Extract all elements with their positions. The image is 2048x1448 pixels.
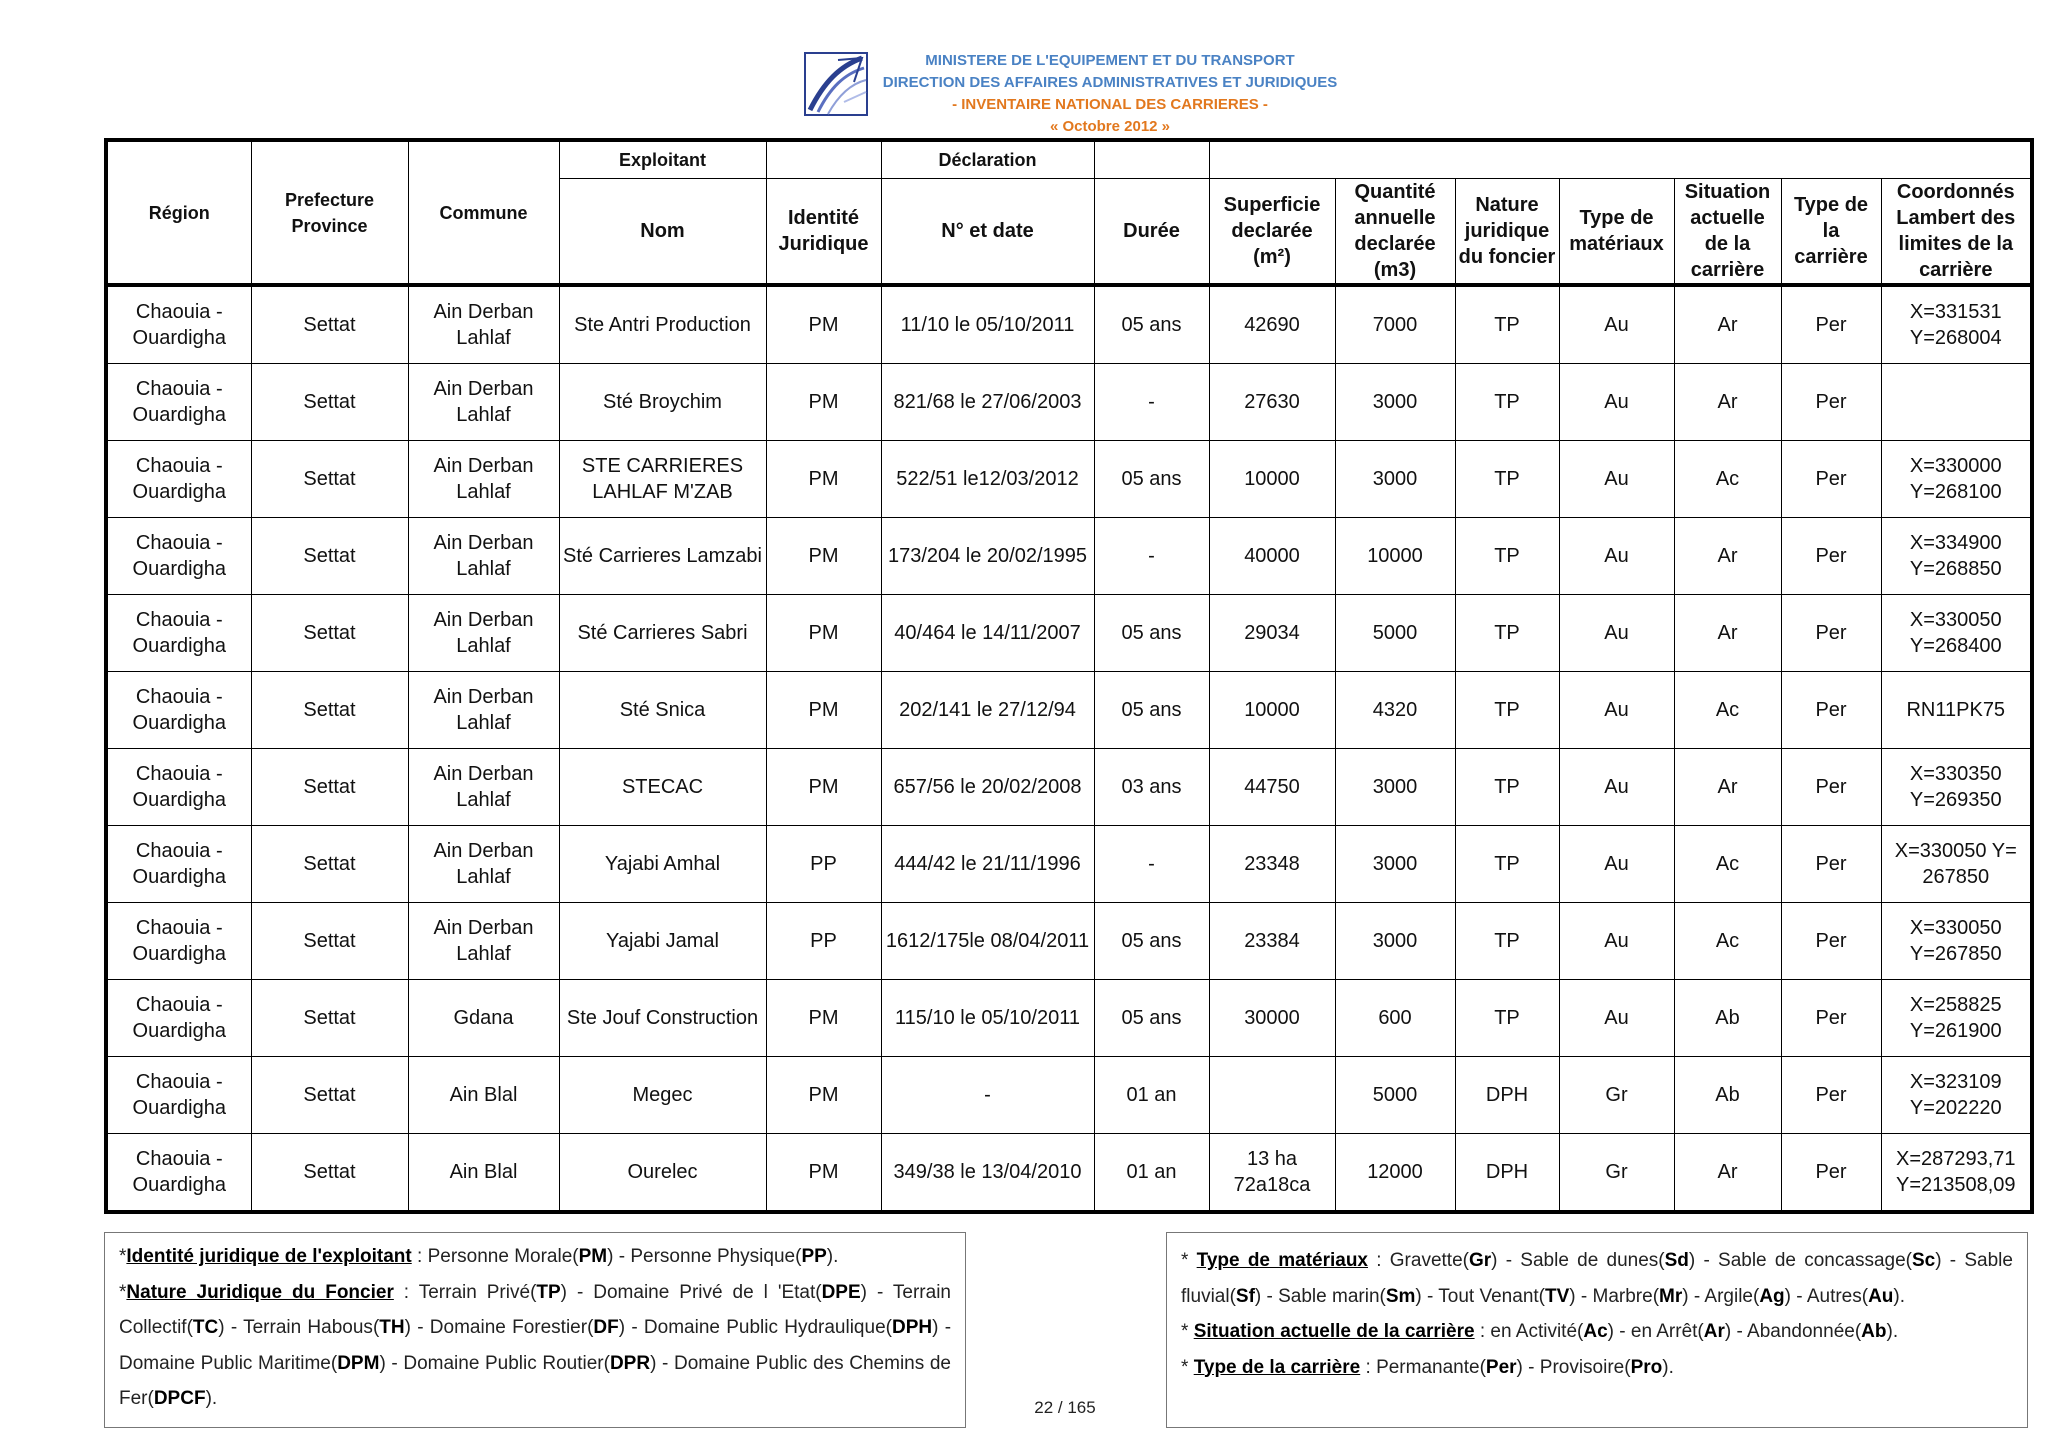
table-cell: Ar <box>1674 595 1781 672</box>
legend-separator: - <box>1941 1250 1965 1271</box>
table-cell: Yajabi Amhal <box>559 826 766 903</box>
table-cell: 23348 <box>1209 826 1335 903</box>
legend-item-abbreviation: PP <box>801 1246 827 1267</box>
legend-entry: * Type de matériaux : Gravette(Gr) - Sable de dunes(Sd) - Sable de concassage(Sc) - Sable fluvial(Sf) - Sable marin(Sm) - Tout Venant(TV) - Marbre(Mr) - Argile(Ag) - Autres(Au). <box>1181 1250 2013 1307</box>
table-cell: Per <box>1781 1134 1881 1213</box>
legend-separator: - <box>1695 1250 1719 1271</box>
legend-item-abbreviation: DPCF <box>153 1388 206 1409</box>
table-cell: Ourelec <box>559 1134 766 1213</box>
table-cell: X=330350 Y=269350 <box>1881 749 2032 826</box>
legend-item-label: Domaine Public Hydraulique <box>643 1317 886 1338</box>
legend-item-label: Sable marin <box>1278 1285 1380 1307</box>
table-cell: 3000 <box>1335 749 1455 826</box>
table-cell: 3000 <box>1335 441 1455 518</box>
table-cell: 11/10 le 05/10/2011 <box>881 285 1094 364</box>
legend-bullet: * <box>1181 1356 1194 1378</box>
table-cell: 40000 <box>1209 518 1335 595</box>
legend-item-label: Permanante <box>1376 1356 1480 1378</box>
legend-item-label: Personne Morale <box>427 1246 573 1267</box>
table-cell: Per <box>1781 285 1881 364</box>
table-cell: Chaouia - Ouardigha <box>106 1134 251 1213</box>
legend-item-abbreviation: DPR <box>609 1352 651 1374</box>
legend-key: Type de la carrière <box>1193 1356 1361 1378</box>
table-cell: Ar <box>1674 285 1781 364</box>
table-cell: Settat <box>251 285 408 364</box>
table-cell: Chaouia - Ouardigha <box>106 749 251 826</box>
legend-item-abbreviation: Ag <box>1759 1285 1785 1307</box>
legend-separator: - <box>656 1352 674 1374</box>
legend-item-label: Domaine Public des Chemins de Fer <box>119 1352 951 1409</box>
table-cell: Settat <box>251 903 408 980</box>
legend-entry: * Situation actuelle de la carrière : en Activité(Ac) - en Arrêt(Ar) - Abandonnée(Ab). <box>1181 1321 1899 1342</box>
legend-item-abbreviation: DPM <box>337 1352 380 1374</box>
table-cell: 522/51 le12/03/2012 <box>881 441 1094 518</box>
table-cell: Ar <box>1674 518 1781 595</box>
table-cell: 1612/175le 08/04/2011 <box>881 903 1094 980</box>
legend-item-abbreviation: Sm <box>1385 1285 1416 1307</box>
table-cell: Ab <box>1674 980 1781 1057</box>
table-cell: Per <box>1781 364 1881 441</box>
legend-bullet: * <box>119 1281 127 1303</box>
table-cell: Settat <box>251 364 408 441</box>
legend-item-abbreviation: DPE <box>821 1281 861 1303</box>
legend-entry: * Type de la carrière : Permanante(Per) - Provisoire(Pro). <box>1181 1356 1674 1378</box>
table-cell: 3000 <box>1335 364 1455 441</box>
table-cell: TP <box>1455 826 1559 903</box>
table-cell: 01 an <box>1094 1057 1209 1134</box>
table-cell: 5000 <box>1335 1057 1455 1134</box>
table-cell: Settat <box>251 441 408 518</box>
table-cell: TP <box>1455 595 1559 672</box>
table-cell: 40/464 le 14/11/2007 <box>881 595 1094 672</box>
header-text <box>880 50 1340 138</box>
legend-separator: - <box>410 1317 430 1338</box>
table-cell: TP <box>1455 980 1559 1057</box>
table-cell: 13 ha 72a18ca <box>1209 1134 1335 1213</box>
legend-separator: - <box>1522 1356 1540 1378</box>
table-cell: Chaouia - Ouardigha <box>106 672 251 749</box>
table-cell: Ac <box>1674 903 1781 980</box>
table-cell: 821/68 le 27/06/2003 <box>881 364 1094 441</box>
column-header: Prefecture Province <box>251 140 408 285</box>
legend-item-label: Domaine Public Routier <box>403 1352 604 1374</box>
table-cell: Settat <box>251 749 408 826</box>
legend-key: Type de matériaux <box>1196 1250 1368 1271</box>
table-cell: 05 ans <box>1094 441 1209 518</box>
group-header-empty <box>1094 140 1209 179</box>
legend-item-label: en Activité <box>1490 1321 1578 1342</box>
table-cell: TP <box>1455 364 1559 441</box>
table-cell: Ain Derban Lahlaf <box>408 441 559 518</box>
column-header: N° et date <box>881 179 1094 286</box>
table-cell: 10000 <box>1335 518 1455 595</box>
table-cell: Chaouia - Ouardigha <box>106 826 251 903</box>
document-date: « Octobre 2012 » <box>1049 118 1171 135</box>
table-row <box>106 364 2032 441</box>
legend-item-abbreviation: Ar <box>1703 1321 1725 1342</box>
table-cell: DPH <box>1455 1134 1559 1213</box>
table-cell: 05 ans <box>1094 285 1209 364</box>
table-cell: 05 ans <box>1094 672 1209 749</box>
legend-item-abbreviation: Per <box>1485 1356 1517 1378</box>
table-cell: 4320 <box>1335 672 1455 749</box>
column-header: Nom <box>559 179 766 286</box>
legend-separator: - <box>224 1317 244 1338</box>
legend-item-label: Sable de concassage <box>1718 1250 1906 1271</box>
legend-separator: - <box>1497 1250 1521 1271</box>
table-cell: Chaouia - Ouardigha <box>106 364 251 441</box>
table-row <box>106 441 2032 518</box>
table-cell: Ac <box>1674 672 1781 749</box>
table-cell: Settat <box>251 595 408 672</box>
table-cell: STE CARRIERES LAHLAF M'ZAB <box>559 441 766 518</box>
table-cell: 115/10 le 05/10/2011 <box>881 980 1094 1057</box>
table-cell: 173/204 le 20/02/1995 <box>881 518 1094 595</box>
table-cell: Ab <box>1674 1057 1781 1134</box>
legend-item-abbreviation: Sc <box>1911 1250 1936 1271</box>
table-cell: Au <box>1559 903 1674 980</box>
table-cell: PM <box>766 1134 881 1213</box>
table-cell: Chaouia - Ouardigha <box>106 980 251 1057</box>
table-cell: Au <box>1559 518 1674 595</box>
legend-item-label: Marbre <box>1592 1285 1653 1307</box>
table-cell: Megec <box>559 1057 766 1134</box>
group-header-exploitant: Exploitant <box>559 140 766 179</box>
table-cell: Ste Antri Production <box>559 285 766 364</box>
direction-name: DIRECTION DES AFFAIRES ADMINISTRATIVES ET JURIDIQUES <box>882 74 1338 91</box>
table-cell: TP <box>1455 441 1559 518</box>
table-cell: Per <box>1781 1057 1881 1134</box>
legend-item-label: Sable fluvial <box>1181 1250 2013 1307</box>
table-cell: Per <box>1781 441 1881 518</box>
table-cell: X=330050 Y=268400 <box>1881 595 2032 672</box>
table-cell: TP <box>1455 285 1559 364</box>
table-cell: Per <box>1781 749 1881 826</box>
table-cell <box>1209 1057 1335 1134</box>
table-cell: 7000 <box>1335 285 1455 364</box>
legend-item-abbreviation: TH <box>379 1317 405 1338</box>
legend-key: Identité juridique de l'exploitant <box>126 1246 412 1267</box>
table-cell: 10000 <box>1209 441 1335 518</box>
legend-bullet: * <box>1181 1321 1194 1342</box>
table-cell: Settat <box>251 1134 408 1213</box>
legend-item-abbreviation: TV <box>1545 1285 1570 1307</box>
table-cell: X=330050 Y= 267850 <box>1881 826 2032 903</box>
table-body <box>106 285 2032 1212</box>
table-cell: Ain Blal <box>408 1134 559 1213</box>
table-cell: Ain Blal <box>408 1057 559 1134</box>
legend-item-label: Abandonnée <box>1747 1321 1855 1342</box>
page-number: 22 / 165 <box>1034 1398 1096 1417</box>
table-cell: Chaouia - Ouardigha <box>106 518 251 595</box>
legend-key: Nature Juridique du Foncier <box>126 1281 394 1303</box>
table-cell: 202/141 le 27/12/94 <box>881 672 1094 749</box>
legend-item-label: Terrain Collectif <box>119 1281 951 1338</box>
table-cell: STECAC <box>559 749 766 826</box>
legend-item-abbreviation: Ab <box>1861 1321 1887 1342</box>
table-cell: 01 an <box>1094 1134 1209 1213</box>
table-group-header-row <box>106 140 2032 179</box>
column-header: Quantité annuelle declarée (m3) <box>1335 179 1455 286</box>
table-cell <box>1881 364 2032 441</box>
legend-item-label: Tout Venant <box>1438 1285 1539 1307</box>
column-header: Type de matériaux <box>1559 179 1674 286</box>
table-cell: 600 <box>1335 980 1455 1057</box>
legend-item-label: Gravette <box>1389 1250 1463 1271</box>
table-cell: Ain Derban Lahlaf <box>408 903 559 980</box>
table-cell: Ain Derban Lahlaf <box>408 672 559 749</box>
table-cell: 03 ans <box>1094 749 1209 826</box>
table-cell: Au <box>1559 595 1674 672</box>
table-cell: Ain Derban Lahlaf <box>408 285 559 364</box>
table-cell: Per <box>1781 980 1881 1057</box>
legend-bullet: * <box>119 1246 127 1267</box>
legend-item-abbreviation: Au <box>1868 1285 1894 1307</box>
legend-entry: *Nature Juridique du Foncier : Terrain Privé(TP) - Domaine Privé de l 'Etat(DPE) - Terrain Collectif(TC) - Terrain Habous(TH) - Domaine Forestier(DF) - Domaine Public Hydraulique(DPH) - Domaine Public Maritime(DPM) - Domaine Public Routier(DPR) - Domaine Public des Chemins de Fer(DPCF). <box>119 1281 952 1409</box>
legend-item-label: Argile <box>1704 1285 1753 1307</box>
table-cell: Chaouia - Ouardigha <box>106 903 251 980</box>
table-row <box>106 285 2032 364</box>
column-header: Durée <box>1094 179 1209 286</box>
legend-separator: - <box>1261 1285 1279 1307</box>
table-cell: X=334900 Y=268850 <box>1881 518 2032 595</box>
table-cell: TP <box>1455 903 1559 980</box>
legend-separator: - <box>613 1246 631 1267</box>
legend-item-label: en Arrêt <box>1630 1321 1698 1342</box>
table-cell: 05 ans <box>1094 595 1209 672</box>
table-cell: Ain Derban Lahlaf <box>408 826 559 903</box>
table-cell: 12000 <box>1335 1134 1455 1213</box>
table-row <box>106 1057 2032 1134</box>
table-row <box>106 595 2032 672</box>
table-cell: Au <box>1559 364 1674 441</box>
table-cell: Per <box>1781 672 1881 749</box>
table-cell: 5000 <box>1335 595 1455 672</box>
table-cell: Au <box>1559 672 1674 749</box>
table-cell: Ar <box>1674 364 1781 441</box>
table-cell: X=258825 Y=261900 <box>1881 980 2032 1057</box>
table-cell: PM <box>766 672 881 749</box>
table-cell: Settat <box>251 826 408 903</box>
table-cell: Per <box>1781 518 1881 595</box>
table-cell: X=287293,71 Y=213508,09 <box>1881 1134 2032 1213</box>
table-cell: PM <box>766 749 881 826</box>
legend-item-label: Provisoire <box>1539 1356 1625 1378</box>
table-cell: Au <box>1559 980 1674 1057</box>
table-cell: 3000 <box>1335 903 1455 980</box>
legend-separator: - <box>1790 1285 1807 1307</box>
legend-item-label: Sable de dunes <box>1520 1250 1659 1271</box>
group-header-empty <box>1209 140 2032 179</box>
legend-item-abbreviation: Ac <box>1583 1321 1608 1342</box>
column-header: Région <box>106 140 251 285</box>
legend-separator: - <box>866 1281 893 1303</box>
table-cell: X=330050 Y=267850 <box>1881 903 2032 980</box>
table-cell: Gr <box>1559 1134 1674 1213</box>
table-cell: TP <box>1455 518 1559 595</box>
legend-separator: - <box>625 1317 644 1338</box>
table-cell: Sté Broychim <box>559 364 766 441</box>
table-cell: PP <box>766 903 881 980</box>
table-cell: Gr <box>1559 1057 1674 1134</box>
legend-item-label: Domaine Public Maritime <box>119 1352 331 1374</box>
table-cell: PM <box>766 595 881 672</box>
table-cell: PM <box>766 364 881 441</box>
table-cell: 05 ans <box>1094 980 1209 1057</box>
table-cell: 23384 <box>1209 903 1335 980</box>
table-cell: Settat <box>251 980 408 1057</box>
table-cell: 44750 <box>1209 749 1335 826</box>
legend-item-abbreviation: DPH <box>891 1317 933 1338</box>
table-cell: 3000 <box>1335 826 1455 903</box>
table-cell: 657/56 le 20/02/2008 <box>881 749 1094 826</box>
table-cell: 27630 <box>1209 364 1335 441</box>
legend-separator: - <box>938 1317 952 1338</box>
legend-juridique <box>104 1232 966 1428</box>
legend-separator: - <box>1731 1321 1748 1342</box>
column-header: Situation actuelle de la carrière <box>1674 179 1781 286</box>
legend-carriere <box>1166 1232 2028 1428</box>
table-cell: PM <box>766 518 881 595</box>
table-row <box>106 672 2032 749</box>
table-cell: Settat <box>251 518 408 595</box>
table-cell: X=323109 Y=202220 <box>1881 1057 2032 1134</box>
table-cell: Au <box>1559 826 1674 903</box>
legend-bullet: * <box>1181 1250 1197 1271</box>
table-cell: 444/42 le 21/11/1996 <box>881 826 1094 903</box>
table-cell: Settat <box>251 672 408 749</box>
table-cell: 10000 <box>1209 672 1335 749</box>
column-header: Coordonnés Lambert des limites de la carrière <box>1881 179 2032 286</box>
legend-entry: *Identité juridique de l'exploitant : Personne Morale(PM) - Personne Physique(PP). <box>119 1246 839 1267</box>
legend-item-abbreviation: Mr <box>1659 1285 1683 1307</box>
table-cell: 05 ans <box>1094 903 1209 980</box>
table-cell: Per <box>1781 903 1881 980</box>
table-cell: - <box>881 1057 1094 1134</box>
legend-separator: - <box>567 1281 594 1303</box>
legend-item-label: Domaine Privé de l 'Etat <box>593 1281 816 1303</box>
group-header-declaration: Déclaration <box>881 140 1094 179</box>
legend-separator: - <box>1613 1321 1631 1342</box>
legend-item-abbreviation: TP <box>536 1281 561 1303</box>
table-cell: RN11PK75 <box>1881 672 2032 749</box>
table-cell: Gdana <box>408 980 559 1057</box>
table-row <box>106 518 2032 595</box>
table-cell: Au <box>1559 749 1674 826</box>
legend-item-label: Terrain Habous <box>243 1317 373 1338</box>
table-cell: - <box>1094 364 1209 441</box>
table-cell: Ac <box>1674 441 1781 518</box>
legend-item-abbreviation: TC <box>192 1317 219 1338</box>
table-cell: Sté Carrieres Lamzabi <box>559 518 766 595</box>
table-cell: Au <box>1559 285 1674 364</box>
table-cell: Sté Carrieres Sabri <box>559 595 766 672</box>
table-row <box>106 749 2032 826</box>
table-row <box>106 980 2032 1057</box>
table-cell: Chaouia - Ouardigha <box>106 441 251 518</box>
group-header-empty <box>766 140 881 179</box>
table-cell: - <box>1094 826 1209 903</box>
table-cell: Chaouia - Ouardigha <box>106 1057 251 1134</box>
quarry-inventory-table <box>104 138 2034 1214</box>
legend-separator: - <box>1421 1285 1439 1307</box>
table-cell: Per <box>1781 826 1881 903</box>
table-row <box>106 903 2032 980</box>
table-cell: Ain Derban Lahlaf <box>408 364 559 441</box>
legend-item-abbreviation: PM <box>578 1246 608 1267</box>
table-row <box>106 826 2032 903</box>
table-cell: Ain Derban Lahlaf <box>408 595 559 672</box>
ministry-logo-icon <box>804 52 868 116</box>
table-cell: Ar <box>1674 749 1781 826</box>
table-cell: Ain Derban Lahlaf <box>408 518 559 595</box>
ministry-name: MINISTERE DE L'EQUIPEMENT ET DU TRANSPORT <box>925 52 1295 69</box>
column-header: Superficie declarée (m²) <box>1209 179 1335 286</box>
legend-separator: - <box>1688 1285 1705 1307</box>
legend-item-abbreviation: DF <box>593 1317 619 1338</box>
page-header <box>0 48 2048 136</box>
table-cell: Per <box>1781 595 1881 672</box>
table-cell: Yajabi Jamal <box>559 903 766 980</box>
table-cell: PM <box>766 441 881 518</box>
table-cell: Ain Derban Lahlaf <box>408 749 559 826</box>
table-cell: PM <box>766 980 881 1057</box>
legend-separator: - <box>1575 1285 1593 1307</box>
table-cell: Settat <box>251 1057 408 1134</box>
table-cell: Chaouia - Ouardigha <box>106 285 251 364</box>
table-cell: Chaouia - Ouardigha <box>106 595 251 672</box>
legend-item-label: Terrain Privé <box>418 1281 531 1303</box>
table-cell: - <box>1094 518 1209 595</box>
legend-item-abbreviation: Gr <box>1468 1250 1492 1271</box>
legend-item-label: Personne Physique <box>630 1246 796 1267</box>
column-header: Commune <box>408 140 559 285</box>
legend-key: Situation actuelle de la carrière <box>1193 1321 1475 1342</box>
table-cell: PM <box>766 1057 881 1134</box>
table-cell: TP <box>1455 672 1559 749</box>
legend-item-label: Domaine Forestier <box>429 1317 588 1338</box>
legend-item-label: Autres <box>1806 1285 1862 1307</box>
legend-item-abbreviation: Sd <box>1664 1250 1689 1271</box>
table-cell: 29034 <box>1209 595 1335 672</box>
table-cell: X=331531 Y=268004 <box>1881 285 2032 364</box>
legend-separator: - <box>385 1352 404 1374</box>
legend-item-abbreviation: Pro <box>1630 1356 1663 1378</box>
table-cell: 42690 <box>1209 285 1335 364</box>
table-cell: 349/38 le 13/04/2010 <box>881 1134 1094 1213</box>
table-cell: Au <box>1559 441 1674 518</box>
table-cell: Ste Jouf Construction <box>559 980 766 1057</box>
column-header: Identité Juridique <box>766 179 881 286</box>
legend-item-abbreviation: Sf <box>1235 1285 1255 1307</box>
table-row <box>106 1134 2032 1213</box>
table-cell: Ar <box>1674 1134 1781 1213</box>
table-cell: PM <box>766 285 881 364</box>
table-cell: Ac <box>1674 826 1781 903</box>
document-title: - INVENTAIRE NATIONAL DES CARRIERES - <box>952 96 1268 113</box>
column-header: Nature juridique du foncier <box>1455 179 1559 286</box>
table-cell: 30000 <box>1209 980 1335 1057</box>
table-cell: TP <box>1455 749 1559 826</box>
table-cell: Sté Snica <box>559 672 766 749</box>
table-cell: X=330000 Y=268100 <box>1881 441 2032 518</box>
column-header: Type de la carrière <box>1781 179 1881 286</box>
table-cell: PP <box>766 826 881 903</box>
table-cell: DPH <box>1455 1057 1559 1134</box>
